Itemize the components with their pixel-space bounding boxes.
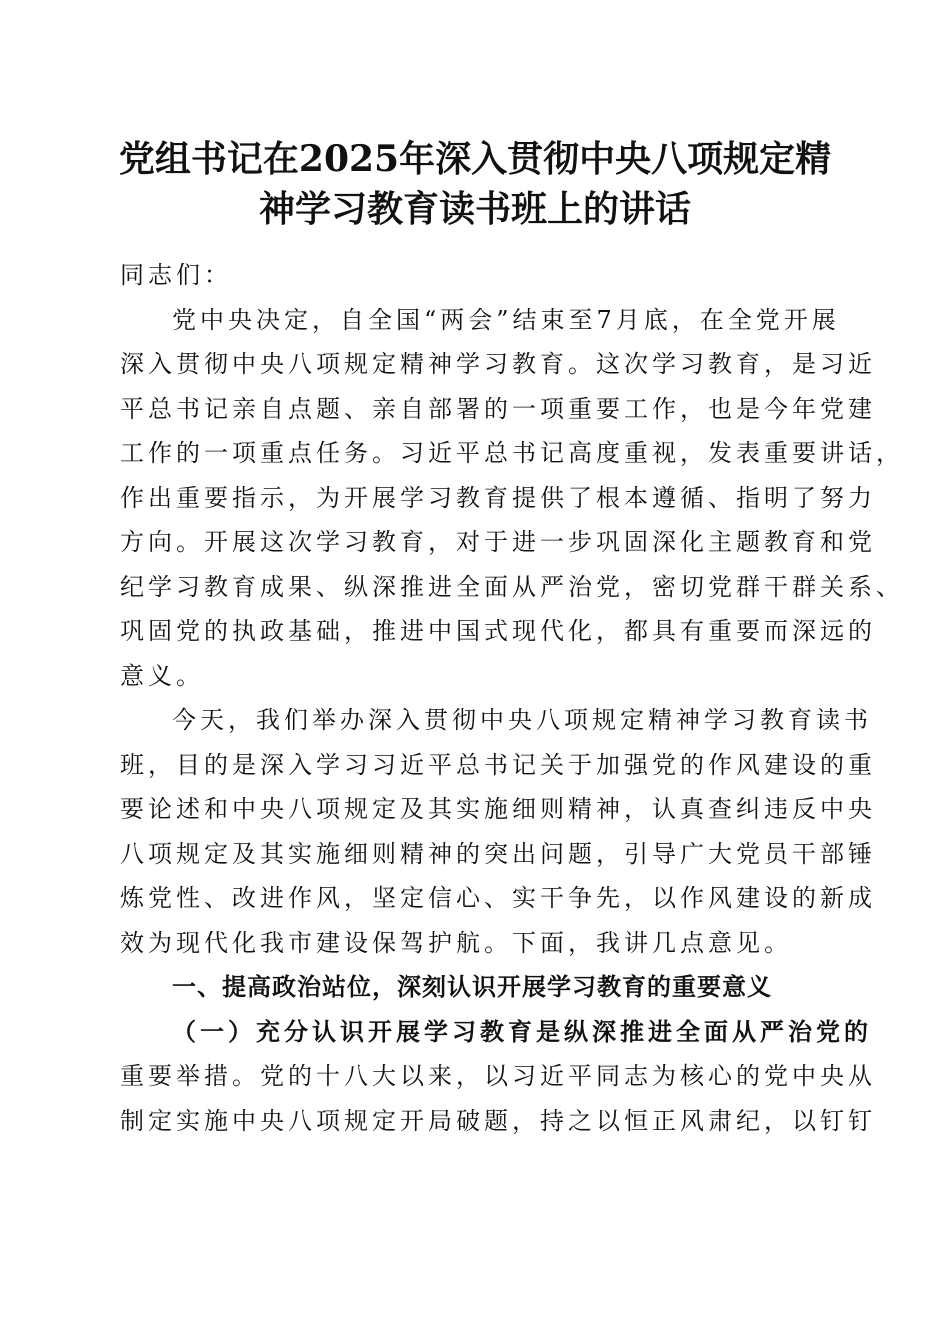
document-title [100,134,850,234]
paragraph-line: 党中央决定，自全国“两会”结束至7月底，在全党开展 [172,305,840,334]
paragraph-line: 意义。 [120,661,204,690]
paragraph-line: 平总书记亲自点题、亲自部署的一项重要工作，也是今年党建 [120,394,876,423]
paragraph-line: 工作的一项重点任务。习近平总书记高度重视，发表重要讲话， [120,439,904,467]
paragraph-line: 方向。开展这次学习教育，对于进一步巩固深化主题教育和党 [120,528,876,556]
paragraph-line: 纪学习教育成果、纵深推进全面从严治党，密切党群干群关系、 [120,572,904,601]
paragraph-line: 作出重要指示，为开展学习教育提供了根本遵循、指明了努力 [120,483,876,512]
paragraph-line: 深入贯彻中央八项规定精神学习教育。这次学习教育，是习近 [120,350,876,378]
title-line: 神学习教育读书班上的讲话 [258,188,691,230]
document-body [120,253,904,1143]
paragraph-line: 今天，我们举办深入贯彻中央八项规定精神学习教育读书 [172,706,872,734]
paragraph-line: 炼党性、改进作风，坚定信心、实干争先，以作风建设的新成 [120,884,876,912]
subsection-heading: （一）充分认识开展学习教育是纵深推进全面从严治党的 [172,1016,872,1046]
paragraph-line: 班，目的是深入学习习近平总书记关于加强党的作风建设的重 [120,750,876,779]
paragraph-line: 巩固党的执政基础，推进中国式现代化，都具有重要而深远的 [120,617,876,645]
section-heading: 一、提高政治站位，深刻认识开展学习教育的重要意义 [172,973,772,1001]
salutation: 同志们： [120,261,232,289]
title-line: 党组书记在2025年深入贯彻中央八项规定精 [118,138,832,180]
paragraph-line: 效为现代化我市建设保驾护航。下面，我讲几点意见。 [120,928,792,957]
paragraph-line: 制定实施中央八项规定开局破题，持之以恒正风肃纪，以钉钉 [120,1106,876,1135]
paragraph-line: 要论述和中央八项规定及其实施细则精神，认真查纠违反中央 [120,795,876,823]
paragraph-line: 重要举措。党的十八大以来，以习近平同志为核心的党中央从 [120,1062,876,1090]
paragraph-line: 八项规定及其实施细则精神的突出问题，引导广大党员干部锤 [120,839,876,868]
